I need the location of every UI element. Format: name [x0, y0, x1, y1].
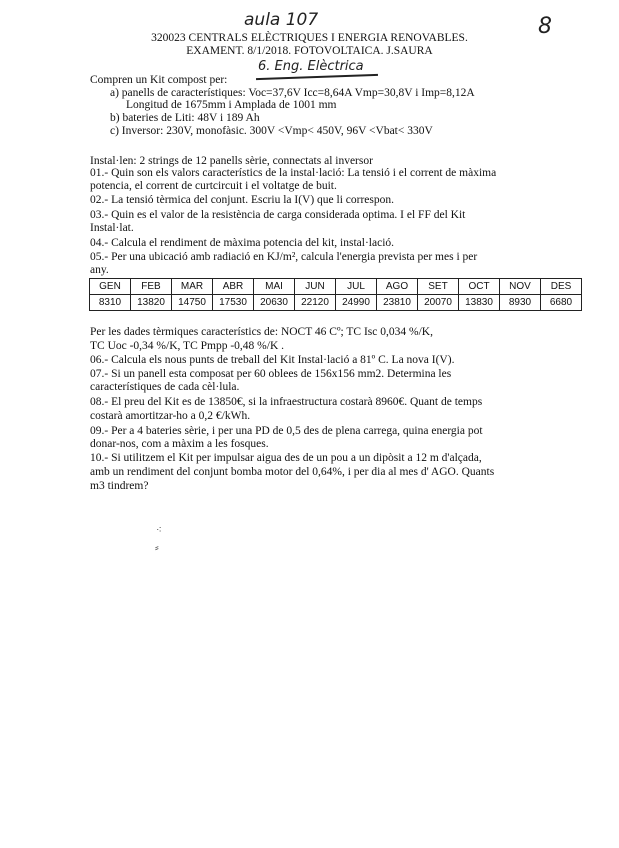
kit-item-panels-size: Longitud de 1675mm i Amplada de 1001 mm: [126, 99, 337, 111]
table-header-cell: MAR: [172, 279, 213, 295]
kit-intro: Compren un Kit compost per:: [90, 74, 228, 86]
radiation-table-value-row: [90, 295, 582, 311]
installation-description: Instal·len: 2 strings de 12 panells sèrie, connectats al inversor: [90, 155, 373, 167]
thermal-data-line-1: Per les dades tèrmiques característics de: NOCT 46 Cº; TC Isc 0,034 %/K,: [90, 326, 433, 338]
table-header-cell: GEN: [90, 279, 131, 295]
table-cell: 24990: [336, 295, 377, 311]
question-10-end: m3 tindrem?: [90, 480, 149, 492]
scan-speck: ⁖: [156, 525, 162, 536]
question-07: 07.- Si un panell esta composat per 60 oblees de 156x156 mm2. Determina les: [90, 368, 452, 380]
table-header-cell: JUL: [336, 279, 377, 295]
table-header-cell: DES: [541, 279, 582, 295]
table-cell: 8930: [500, 295, 541, 311]
table-cell: 13820: [131, 295, 172, 311]
question-05: 05.- Per una ubicació amb radiació en KJ/m², calcula l'energia prevista per mes i per: [90, 251, 478, 263]
table-cell: 14750: [172, 295, 213, 311]
table-cell: 23810: [377, 295, 418, 311]
table-cell: 17530: [213, 295, 254, 311]
table-cell: 20630: [254, 295, 295, 311]
kit-item-batteries: b) bateries de Liti: 48V i 189 Ah: [110, 112, 260, 124]
handwritten-degree-note: 6. Eng. Elèctrica: [258, 59, 364, 74]
question-06: 06.- Calcula els nous punts de treball del Kit Instal·lació a 81º C. La nova I(V).: [90, 354, 455, 366]
question-09: 09.- Per a 4 bateries sèrie, i per una PD de 0,5 des de plena carrega, quina energia pot: [90, 425, 483, 437]
table-header-cell: ABR: [213, 279, 254, 295]
table-header-cell: SET: [418, 279, 459, 295]
question-01: 01.- Quin son els valors característics de la instal·lació: La tensió i el corrent de màxima: [90, 167, 497, 179]
table-cell: 6680: [541, 295, 582, 311]
question-10-cont: amb un rendiment del conjunt bomba motor del 0,64%, i per dia al mes d' AGO. Quants: [90, 466, 495, 478]
kit-item-inverter: c) Inversor: 230V, monofàsic. 300V <Vmp< 450V, 96V <Vbat< 330V: [110, 125, 433, 137]
question-04: 04.- Calcula el rendiment de màxima potencia del kit, instal·lació.: [90, 237, 395, 249]
radiation-table: [89, 278, 582, 311]
table-header-cell: JUN: [295, 279, 336, 295]
table-header-cell: FEB: [131, 279, 172, 295]
question-03: 03.- Quin es el valor de la resistència de carga considerada optima. I el FF del Kit: [90, 209, 466, 221]
handwritten-room-note: aula 107: [244, 10, 319, 30]
table-cell: 22120: [295, 295, 336, 311]
thermal-data-line-2: TC Uoc -0,34 %/K, TC Pmpp -0,48 %/K .: [90, 340, 285, 352]
question-07-cont: característiques de cada cèl·lula.: [90, 381, 240, 393]
question-09-cont: donar-nos, com a màxim a les fosques.: [90, 438, 269, 450]
exam-course-title: 320023 CENTRALS ELÈCTRIQUES I ENERGIA RENOVABLES.: [151, 32, 468, 44]
table-header-cell: OCT: [459, 279, 500, 295]
scan-speck: ⸗: [155, 541, 159, 554]
table-header-cell: NOV: [500, 279, 541, 295]
handwritten-underline: [256, 74, 378, 80]
question-03-cont: Instal·lat.: [90, 222, 134, 234]
question-05-cont: any.: [90, 264, 109, 276]
table-cell: 8310: [90, 295, 131, 311]
exam-subtitle: EXAMENT. 8/1/2018. FOTOVOLTAICA. J.SAURA: [186, 45, 433, 57]
question-10: 10.- Si utilitzem el Kit per impulsar aigua des de un pou a un dipòsit a 12 m d'alçada,: [90, 452, 482, 464]
table-header-cell: AGO: [377, 279, 418, 295]
question-08: 08.- El preu del Kit es de 13850€, si la infraestructura costarà 8960€. Quant de temps: [90, 396, 483, 408]
table-header-cell: MAI: [254, 279, 295, 295]
question-02: 02.- La tensió tèrmica del conjunt. Escriu la I(V) que li correspon.: [90, 194, 395, 206]
handwritten-page-number: 8: [538, 14, 552, 39]
radiation-table-header-row: [90, 279, 582, 295]
table-cell: 20070: [418, 295, 459, 311]
question-08-cont: costarà amortitzar-ho a 0,2 €/kWh.: [90, 410, 251, 422]
kit-item-panels: a) panells de característiques: Voc=37,6V Icc=8,64A Vmp=30,8V i Imp=8,12A: [110, 87, 475, 99]
question-01-cont: potencia, el corrent de curtcircuit i el voltatge de buit.: [90, 180, 337, 192]
table-cell: 13830: [459, 295, 500, 311]
